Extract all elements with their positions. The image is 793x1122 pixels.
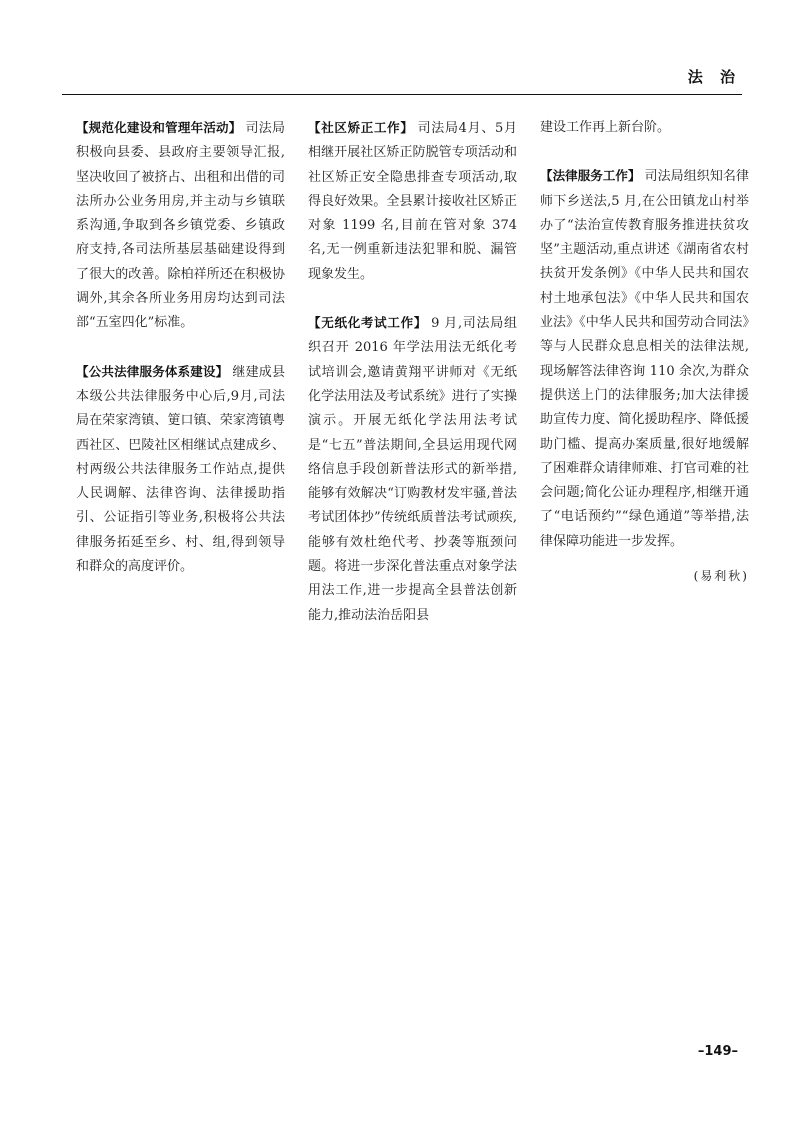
paragraph-heading: 【规范化建设和管理年活动】: [76, 120, 242, 135]
paragraph: [308, 311, 517, 628]
paragraph: [76, 116, 285, 336]
paragraph: [76, 360, 285, 580]
paragraph-continuation: 建设工作再上新台阶。: [540, 120, 671, 135]
text-column-1: [76, 116, 285, 603]
paragraph-heading: 【无纸化考试工作】: [308, 315, 428, 331]
paragraph-body: 司法局积极向县委、县政府主要领导汇报,坚决收回了被挤占、出租和出借的司法所办公业务用房,并主动与乡镇联系沟通,争取到各乡镇党委、乡镇政府支持,各司法所基层基础建设得到了很大的改善。除柏祥所还在积极协调外,其余各所业务用房均达到司法部“五室四化”标准。: [76, 121, 285, 331]
section-title: 法 治: [687, 68, 741, 86]
page-number: –149–: [697, 1044, 738, 1059]
paragraph-heading: 【法律服务工作】: [540, 168, 641, 184]
paragraph-body: 司法局4月、5月相继开展社区矫正防脱管专项活动和社区矫正安全隐患排查专项活动,取得良好效果。全县累计接收社区矫正对象 1199 名,目前在管对象 374 名,无一例重新违法犯罪和脱、漏管现象发生。: [308, 121, 517, 282]
paragraph-body: 继建成县本级公共法律服务中心后,9月,司法局在荣家湾镇、筻口镇、荣家湾镇粤西社区、巴陵社区相继试点建成乡、村两级公共法律服务工作站点,提供人民调解、法律咨询、法律援助指引、公证指引等业务,积极将公共法律服务拓延至乡、村、组,得到领导和群众的高度评价。: [76, 364, 285, 575]
text-column-2: [308, 116, 517, 652]
paragraph: [540, 164, 749, 554]
paragraph-body: 司法局组织知名律师下乡送法,5 月,在公田镇龙山村举办了“法治宣传教育服务推进扶贫攻坚”主题活动,重点讲述《湖南省农村扶贫开发条例》《中华人民共和国农村土地承包法》《中华人民共和国农业法》《中华人民共和国劳动合同法》等与人民群众息息相关的法律法规,现场解答法律咨询 110 余次,为群众提供送上门的法律服务;加大法律援助宣传力度、简化援助程序、降低援助门槛、提高办案质量,很好地缓解了困难群众请律师难、打官司难的社会问题;简化公证办理程序,相继开通了“电话预约”“绿色通道”等举措,法律保障功能进一步发挥。: [540, 169, 749, 549]
paragraph-heading: 【公共法律服务体系建设】: [76, 363, 229, 379]
paragraph-body: 9 月,司法局组织召开 2016 年学法用法无纸化考试培训会,邀请黄翔平讲师对《无纸化学法用法及考试系统》进行了实操演示。开展无纸化学法用法考试是“七五”普法期间,全县运用现代网络信息手段创新普法形式的新举措,能够有效解决“订购教材发牢骚,普法考试团体抄”传统纸质普法考试顽疾,能够有效杜绝代考、抄袭等瓶颈问题。将进一步深化普法重点对象学法用法工作,进一步提高全县普法创新能力,推动法治岳阳县: [308, 316, 517, 623]
header-divider: [62, 94, 742, 95]
author-credit: (易利秋): [693, 569, 749, 584]
paragraph-heading: 【社区矫正工作】: [308, 120, 414, 135]
paragraph: [308, 116, 517, 287]
text-column-3: [540, 116, 749, 588]
